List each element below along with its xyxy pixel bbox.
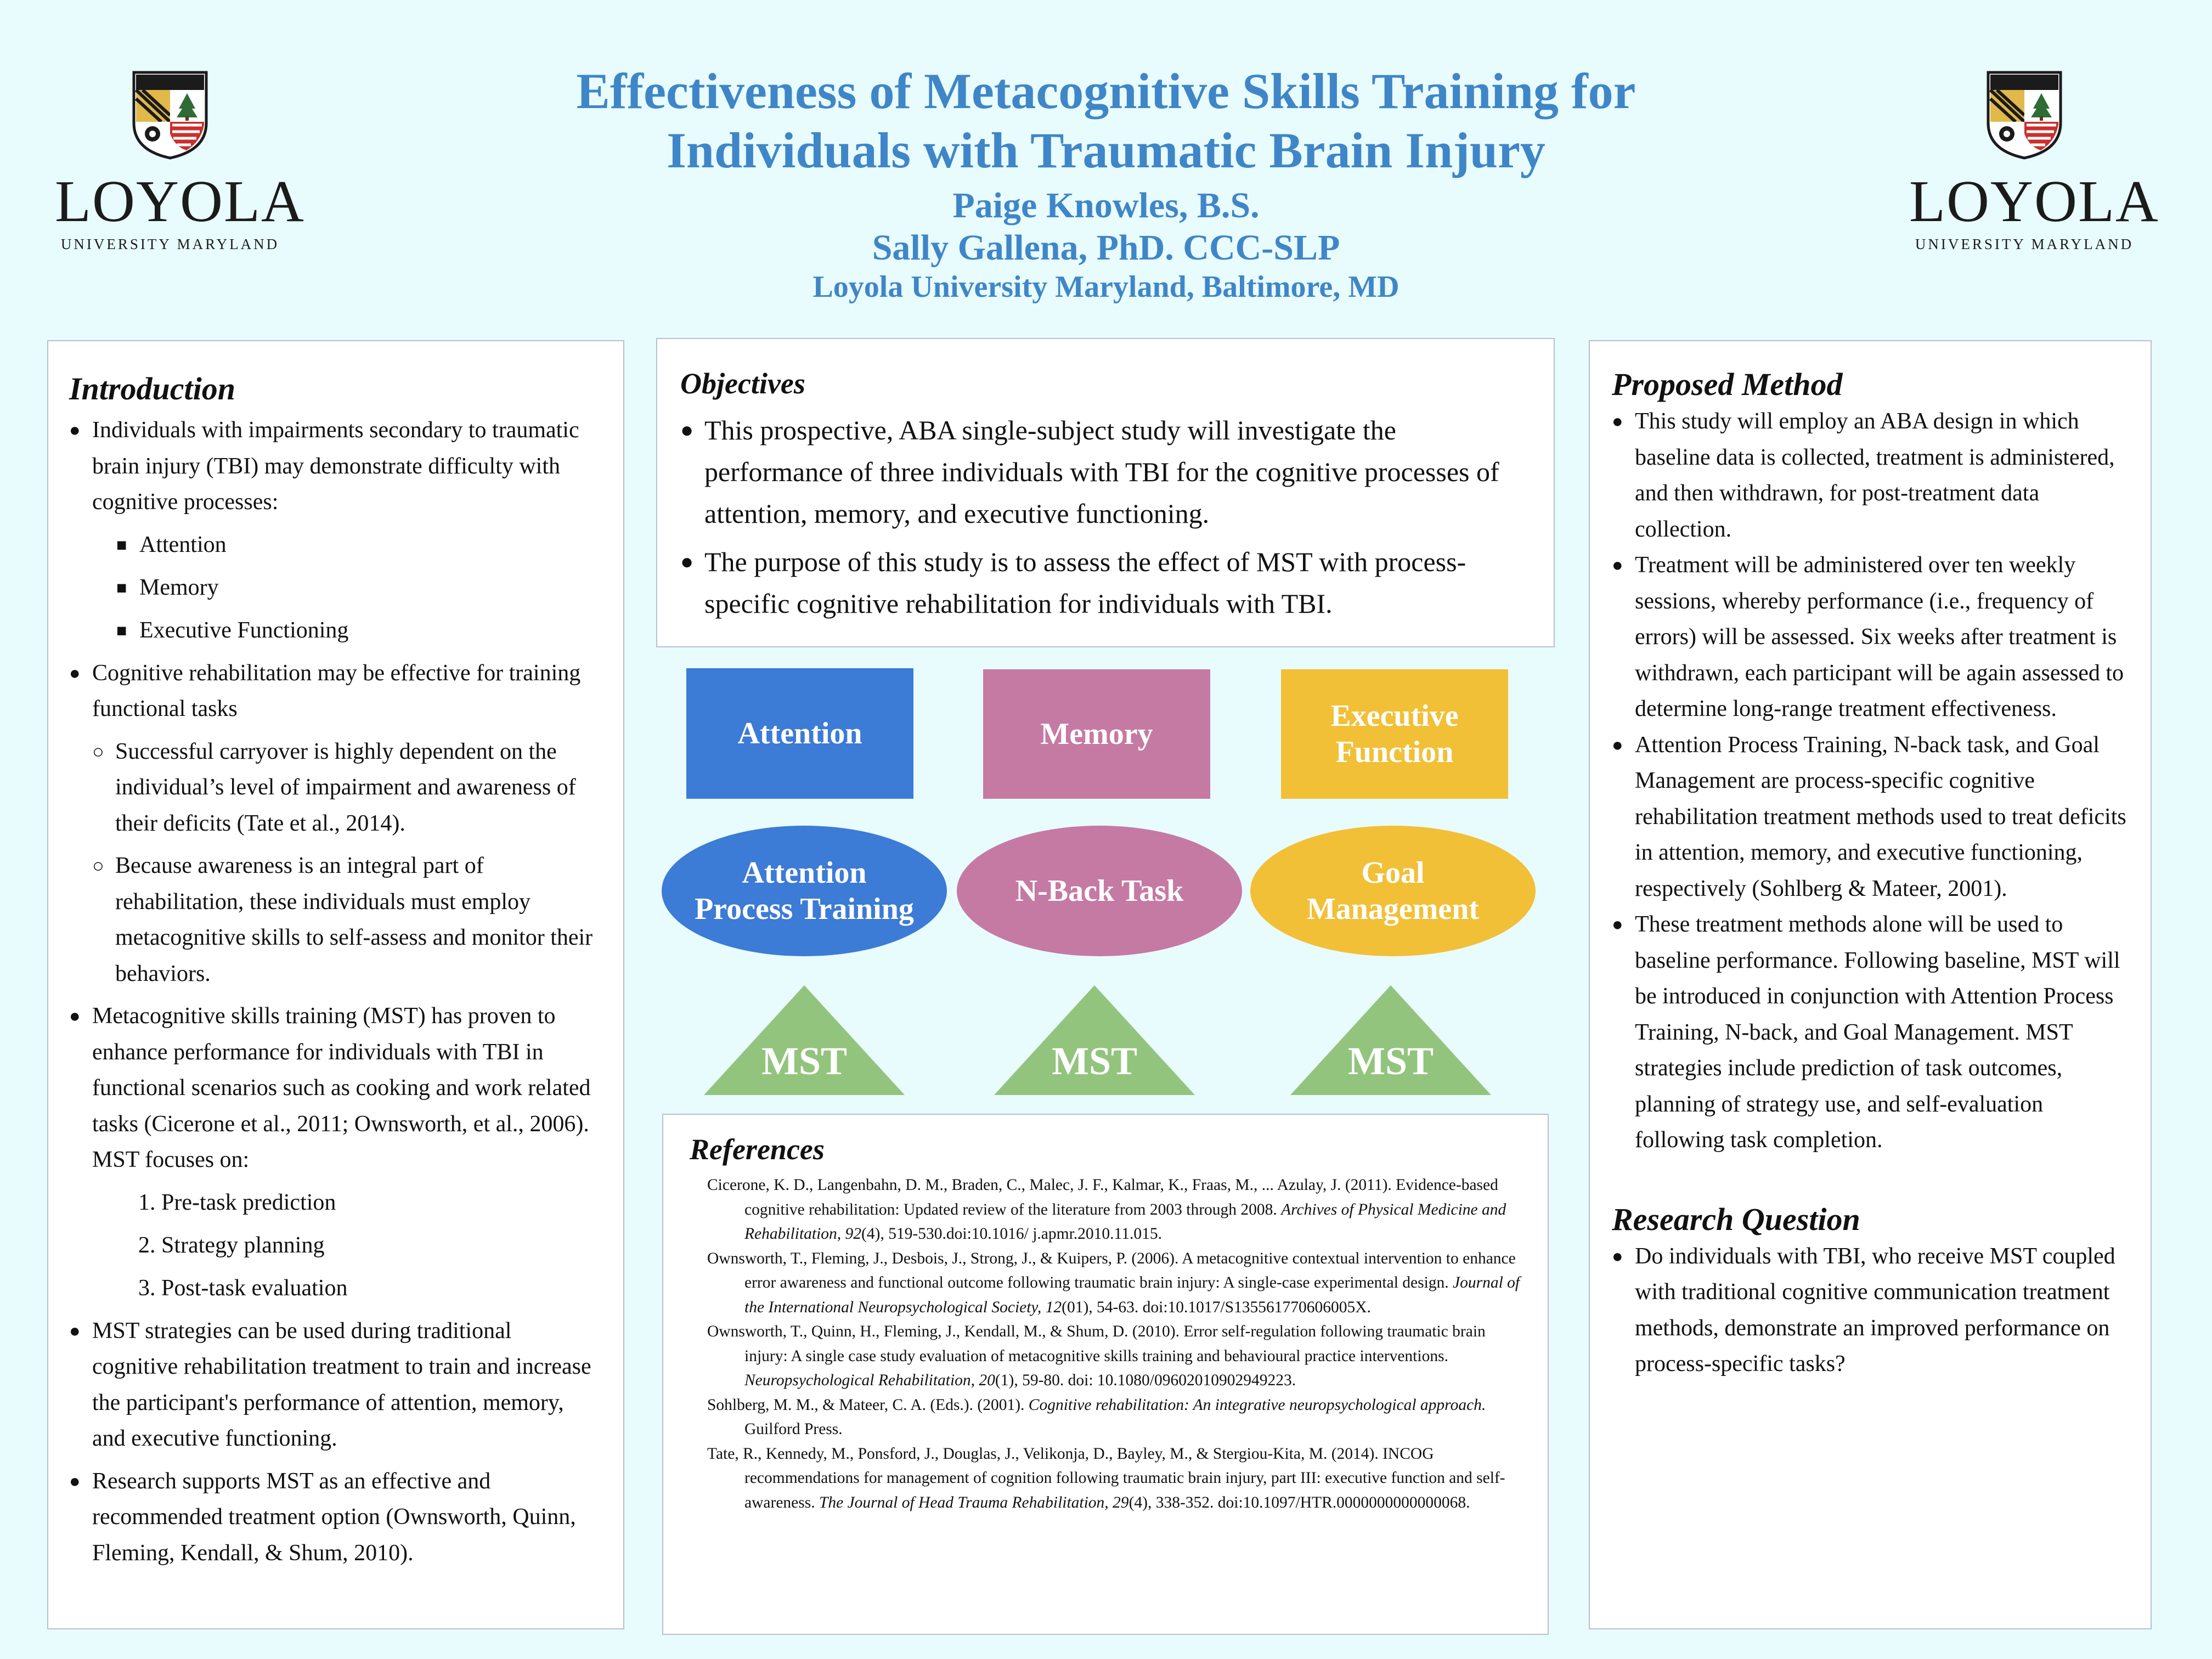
intro-bullet-4: ● MST strategies can be used during traditional cognitive rehabilitation treatment to train and increase the participant's performance of attention, memory, and executive functioning. [69,1313,594,1457]
proposed-method-panel [1589,340,2152,1629]
process-item: ■ Executive Functioning [116,613,594,656]
mst-triangle [704,985,905,1095]
poster-title [357,61,1855,180]
intro-sub-bullet-2: ○ Because awareness is an integral part of rehabilitation, these individuals must employ metacognitive skills to self-assess and monitor their behaviors. [92,848,594,992]
executive-function-box: Executive Function [1281,669,1508,799]
intro-bullet-2: ● Cognitive rehabilitation may be effective for training functional tasks [69,656,594,727]
objective-bullet-2: ● The purpose of this study is to assess the effect of MST with process-specific cognitive rehabilitation for individuals with TBI. [680,541,1534,624]
loyola-crest-icon [132,70,208,160]
author-2: Sally Gallena, PhD. CCC-SLP [872,228,1340,268]
memory-box: Memory [983,669,1210,799]
reference-entry: Ownsworth, T., Quinn, H., Fleming, J., Kendall, M., & Shum, D. (2010). Error self-regulation following traumatic brain injury: A single case study evaluation of metacognitive skills training and behavioural practice interventions. Neuropsychological Rehabilitation, 20(1), 59-80. doi: 10.1080/09602010902949223. [707,1323,1486,1389]
loyola-subtitle: UNIVERSITY MARYLAND [1915,236,2134,252]
method-bullet-4: ● These treatment methods alone will be used to baseline performance. Following baseline, MST will be introduced in conjunction with Attention Process Training, N-back, and Goal Management. MST strategies include prediction of task outcomes, planning of strategy use, and self-evaluation following task completion. [1612,907,2131,1159]
introduction-heading: Introduction [69,371,235,407]
loyola-logo-right [1909,70,2159,252]
reference-entry: Sohlberg, M. M., & Mateer, C. A. (Eds.). (2001). Cognitive rehabilitation: An integrative neuropsychological approach. Guilford Press. [707,1396,1486,1438]
references-heading: References [690,1133,825,1166]
loyola-subtitle: UNIVERSITY MARYLAND [60,236,280,252]
research-question-heading: Research Question [1612,1201,1860,1237]
reference-entry: Cicerone, K. D., Langenbahn, D. M., Braden, C., Malec, J. F., Kalmar, K., Fraas, M., ... Azulay, J. (2011). Evidence-based cognitive rehabilitation: Updated review of the literature from 2003 through 2008. Archives of Physical Medicine and Rehabilitation, 92(4), 519-530.doi:10.1016/ j.apmr.2010.11.015. [707,1176,1506,1243]
intro-sub-bullet-1: ○ Successful carryover is highly dependent on the individual’s level of impairment and awareness of their deficits (Tate et al., 2014). [92,734,594,842]
author-1: Paige Knowles, B.S. [952,185,1260,225]
mst-focus-item: 2. Strategy planning [138,1232,325,1258]
objectives-heading: Objectives [680,367,805,400]
references-panel [662,1114,1549,1635]
process-item: ■ Attention [116,527,594,570]
n-back-task-ellipse: N-Back Task [957,826,1242,956]
introduction-panel [47,340,624,1629]
title-line-1: Effectiveness of Metacognitive Skills Training for [576,63,1636,119]
intro-bullet-1: ● Individuals with impairments secondary to traumatic brain injury (TBI) may demonstrate difficulty with cognitive processes: [69,413,594,521]
proposed-method-heading: Proposed Method [1612,366,1843,402]
mst-label: MST [761,1039,848,1083]
research-question-bullet: ● Do individuals with TBI, who receive MST coupled with traditional cognitive communication treatment methods, demonstrate an improved performance on process-specific tasks? [1612,1239,2131,1383]
title-line-2: Individuals with Traumatic Brain Injury [667,122,1545,178]
mst-label: MST [1051,1039,1138,1083]
intro-bullet-3: ● Metacognitive skills training (MST) has proven to enhance performance for individuals with TBI in functional scenarios such as cooking and work related tasks (Cicerone et al., 2011; Ownsworth, et al., 2006). MST focuses on: [69,998,594,1178]
loyola-wordmark: LOYOLA [55,169,305,234]
mst-triangle [1290,985,1491,1095]
affiliation: Loyola University Maryland, Baltimore, MD [812,270,1400,304]
reference-entry: Ownsworth, T., Fleming, J., Desbois, J., Strong, J., & Kuipers, P. (2006). A metacognitive contextual intervention to enhance error awareness and functional outcome following traumatic brain injury: A single-case experimental design. Journal of the International Neuropsychological Society, 12(01), 54-63. doi:10.1017/S135561770606005X. [707,1249,1520,1316]
mst-focus-item: 3. Post-task evaluation [138,1275,348,1301]
mst-label: MST [1347,1039,1434,1083]
loyola-logo-left [55,70,305,252]
attention-box: Attention [686,668,913,799]
method-bullet-1: ● This study will employ an ABA design in which baseline data is collected, treatment is administered, and then withdrawn, for post-treatment data collection. [1612,404,2131,548]
process-item: ■ Memory [116,570,594,613]
objectives-panel [656,338,1555,647]
goal-management-ellipse: Goal Management [1250,826,1536,956]
mst-focus-item: 1. Pre-task prediction [138,1189,336,1215]
mst-triangle [994,985,1195,1095]
loyola-wordmark: LOYOLA [1909,169,2159,234]
reference-entry: Tate, R., Kennedy, M., Ponsford, J., Douglas, J., Velikonja, D., Bayley, M., & Stergiou-Kita, M. (2014). INCOG recommendations for management of cognition following traumatic brain injury, part III: executive function and self-awareness. The Journal of Head Trauma Rehabilitation, 29(4), 338-352. doi:10.1097/HTR.0000000000000068. [707,1444,1505,1511]
method-bullet-3: ● Attention Process Training, N-back task, and Goal Management are process-specific cognitive rehabilitation treatment methods used to treat deficits in attention, memory, and executive functioning, respectively (Sohlberg & Mateer, 2001). [1612,727,2131,907]
method-bullet-2: ● Treatment will be administered over ten weekly sessions, whereby performance (i.e., frequency of errors) will be assessed. Six weeks after treatment is withdrawn, each participant will be again assessed to determine long-range treatment effectiveness. [1612,548,2131,727]
intro-bullet-5: ● Research supports MST as an effective and recommended treatment option (Ownsworth, Quinn, Fleming, Kendall, & Shum, 2010). [69,1464,594,1572]
objective-bullet-1: ● This prospective, ABA single-subject study will investigate the performance of three individuals with TBI for the cognitive processes of attention, memory, and executive functioning. [680,409,1534,534]
attention-process-training-ellipse: Attention Process Training [662,826,947,956]
loyola-crest-icon [1986,70,2063,160]
